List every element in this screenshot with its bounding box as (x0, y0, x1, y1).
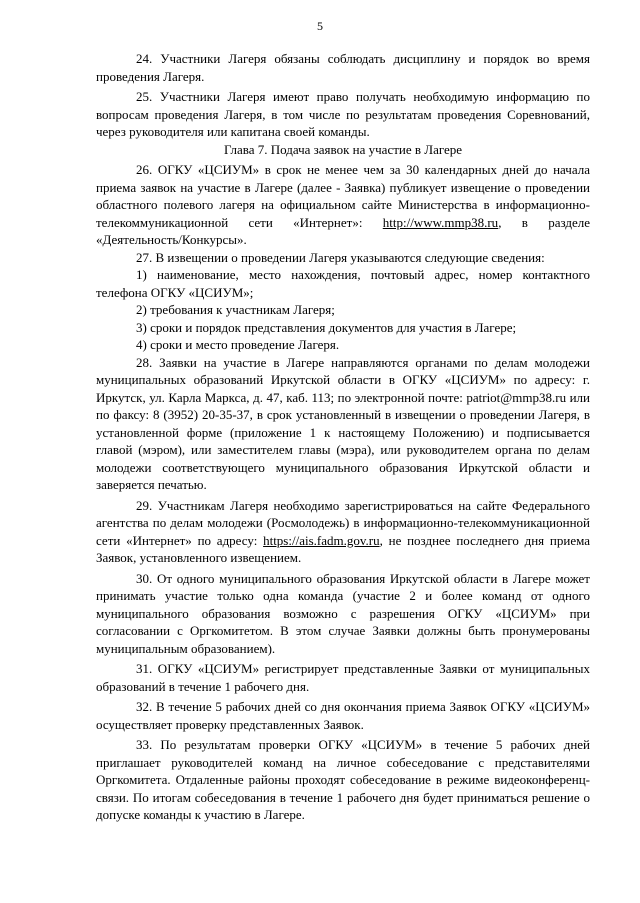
paragraph-29-text: 29. Участникам Лагеря необходимо зарегистрироваться на сайте Федерального агентства по делам молодежи (Росмолодежь) в информационно-телекоммуникационной сети «Интернет» по адресу: (96, 497, 590, 548)
paragraph-31: 31. ОГКУ «ЦСИУМ» регистрирует представленные Заявки от муниципальных образований в течение 1 рабочего дня. (96, 661, 590, 694)
paragraph-26-text-after: , в разделе «Деятельность/Конкурсы». (96, 214, 591, 247)
list-item-4: 4) сроки и место проведение Лагеря. (136, 337, 340, 352)
paragraph-30: 30. От одного муниципального образования Иркутской области в Лагере может принимать участие только одна команда (участие 2 и более команд от одного муниципального образования возможно с разрешения ОГКУ «ЦСИУМ» при согласовании с Оргкомитетом. В этом случае Заявки должны быть пронумерованы муниципальным образованием). (96, 570, 590, 656)
page-number: 5 (317, 19, 323, 33)
paragraph-25: 25. Участники Лагеря имеют право получать необходимую информацию по вопросам проведения Лагеря, в том числе по результатам проведения Соревнований, через руководителя или капитана своей команды. (96, 89, 590, 139)
ministry-site-link[interactable]: http://www.mmp38.ru (382, 214, 499, 230)
paragraph-29 (96, 497, 590, 567)
paragraph-27: 27. В извещении о проведении Лагеря указываются следующие сведения: (136, 249, 545, 265)
paragraph-32: 32. В течение 5 рабочих дней со дня окончания приема Заявок ОГКУ «ЦСИУМ» осуществляет проверку представленных Заявок. (96, 699, 590, 732)
paragraph-26-text: 26. ОГКУ «ЦСИУМ» в срок не менее чем за 30 календарных дней до начала приема заявок на участие в Лагере (далее - Заявка) публикует извещение о проведении областного полевого лагеря на официальном сайте Министерства в информационно-телекоммуникационной сети «Интернет»: (96, 162, 590, 230)
list-item-2: 2) требования к участникам Лагеря; (136, 302, 335, 317)
list-item-3: 3) сроки и порядок представления документов для участия в Лагере; (136, 319, 517, 335)
paragraph-29-text-after: , не позднее последнего дня приема Заявок, установленного извещением. (96, 532, 590, 565)
document-body (96, 47, 590, 824)
rosmolodezh-site-link[interactable]: https://ais.fadm.gov.ru (263, 532, 380, 548)
chapter-title: Глава 7. Подача заявок на участие в Лагере (223, 141, 463, 157)
paragraph-33: 33. По результатам проверки ОГКУ «ЦСИУМ» в течение 5 рабочих дней приглашает руководителей команд на личное собеседование с представителями Оргкомитета. Отдаленные районы проходят собеседование в режиме видеоконференц-связи. По итогам собеседования в течение 1 рабочего дня будет приниматься решение о допуске команды к участию в Лагере. (96, 737, 590, 822)
paragraph-24: 24. Участники Лагеря обязаны соблюдать дисциплину и порядок во время проведения Лагеря. (96, 51, 590, 84)
paragraph-26 (96, 161, 590, 249)
paragraph-28: 28. Заявки на участие в Лагере направляются органами по делам молодежи муниципальных образований Иркутской области в ОГКУ «ЦСИУМ» по адресу: г. Иркутск, ул. Карла Маркса, д. 47, каб. 113; по электронной почте: patriot@mmp38.ru или по факсу: 8 (3952) 20-35-37, в срок установленный в извещении о проведении Лагеря, в установленной форме (приложение 1 к настоящему Положению) и подписывается главой (мэром), или заместителем главы (мэра), или руководителем органа по делам молодежи соответствующего муниципального образования Иркутской области и заверяется печатью. (96, 354, 590, 492)
list-item-1: 1) наименование, место нахождения, почтовый адрес, номер контактного телефона ОГКУ «ЦСИУМ»; (96, 267, 590, 300)
